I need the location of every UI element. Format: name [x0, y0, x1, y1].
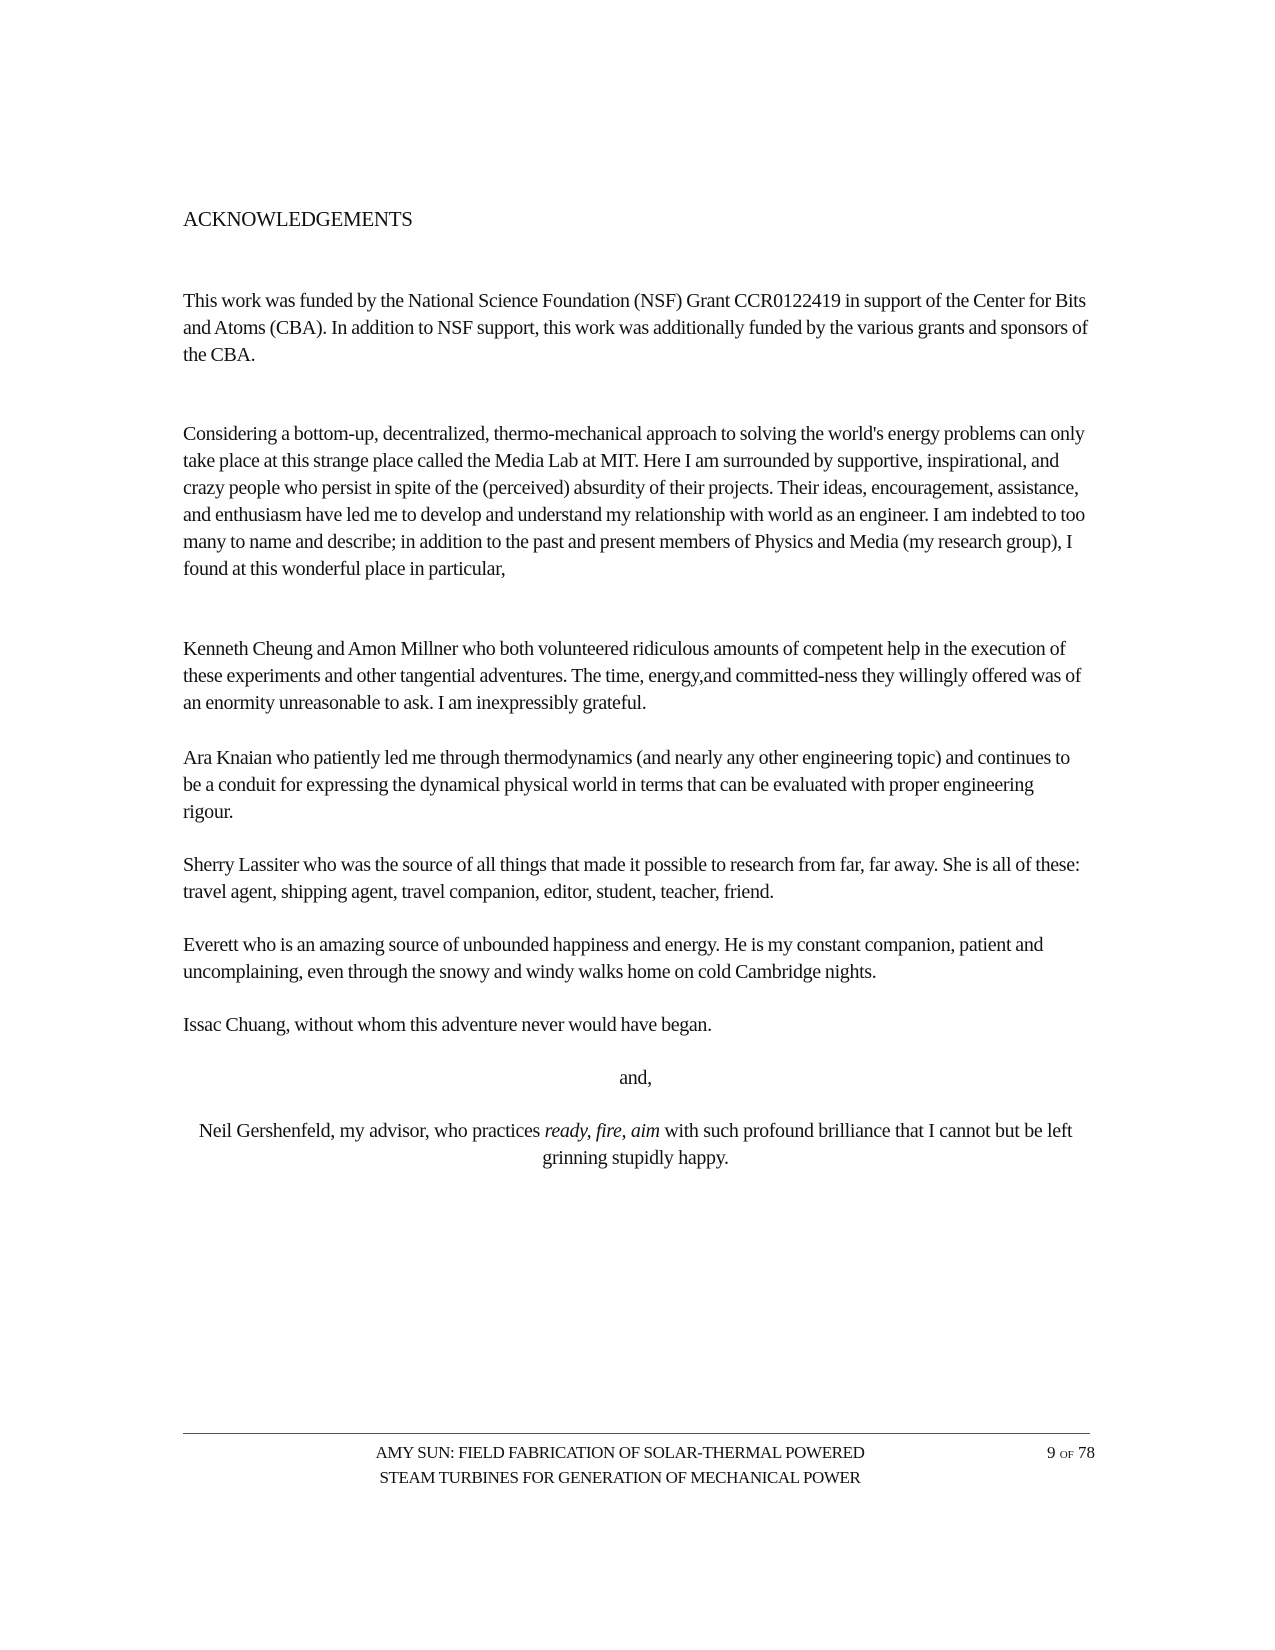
acknowledgement-everett: Everett who is an amazing source of unbounded happiness and energy. He is my constant companion, patient and uncomplaining, even through the snowy and windy walks home on cold Cambridge nights. — [183, 934, 1044, 983]
page-heading: ACKNOWLEDGEMENTS — [183, 207, 413, 231]
neil-text-start: Neil Gershenfeld, my advisor, who practices — [198, 1120, 545, 1142]
page-current: 9 — [1046, 1443, 1056, 1462]
acknowledgement-kenneth-amon: Kenneth Cheung and Amon Millner who both volunteered ridiculous amounts of competent help in the execution of these experiments and other tangential adventures. The time, energy,and committed-ness they willingly offered was of an enormity unreasonable to ask. I am inexpressibly grateful. — [183, 638, 1082, 714]
introduction-paragraph: Considering a bottom-up, decentralized, thermo-mechanical approach to solving the world's energy problems can only take place at this strange place called the Media Lab at MIT. Here I am surrounded by supportive, inspirational, and crazy people who persist in spite of the (perceived) absurdity of their projects. Their ideas, encouragement, assistance, and enthusiasm have led me to develop and understand my relationship with world as an engineer. I am indebted to too many to name and describe; in addition to the past and present members of Physics and Media (my research group), I found at this wonderful place in particular, — [183, 423, 1085, 580]
page-of-label: OF — [1059, 1449, 1074, 1461]
footer-divider — [183, 1433, 1090, 1434]
neil-italic-phrase: ready, fire, aim — [544, 1120, 660, 1142]
conjunction-and: and, — [619, 1067, 652, 1089]
funding-paragraph: This work was funded by the National Science Foundation (NSF) Grant CCR0122419 in support of the Center for Bits and Atoms (CBA). In addition to NSF support, this work was additionally funded by the various grants and sponsors of the CBA. — [183, 290, 1088, 366]
acknowledgement-issac: Issac Chuang, without whom this adventure never would have began. — [183, 1014, 712, 1036]
page-total: 78 — [1078, 1443, 1095, 1462]
footer-title-line-1: AMY SUN: FIELD FABRICATION OF SOLAR-THERMAL POWERED — [375, 1443, 865, 1462]
neil-text-end: with such profound brilliance that I cannot but be left grinning stupidly happy. — [542, 1120, 1073, 1169]
acknowledgement-sherry: Sherry Lassiter who was the source of all things that made it possible to research from far, far away. She is all of these: travel agent, shipping agent, travel companion, editor, student, teacher, friend. — [183, 854, 1080, 903]
acknowledgement-neil — [183, 1118, 1088, 1172]
acknowledgement-ara: Ara Knaian who patiently led me through thermodynamics (and nearly any other engineering topic) and continues to be a conduit for expressing the dynamical physical world in terms that can be evaluated with proper engineering rigour. — [183, 747, 1070, 823]
footer-title — [300, 1440, 940, 1490]
footer-title-line-2: STEAM TURBINES FOR GENERATION OF MECHANICAL POWER — [379, 1468, 861, 1487]
page-number — [1015, 1440, 1095, 1468]
